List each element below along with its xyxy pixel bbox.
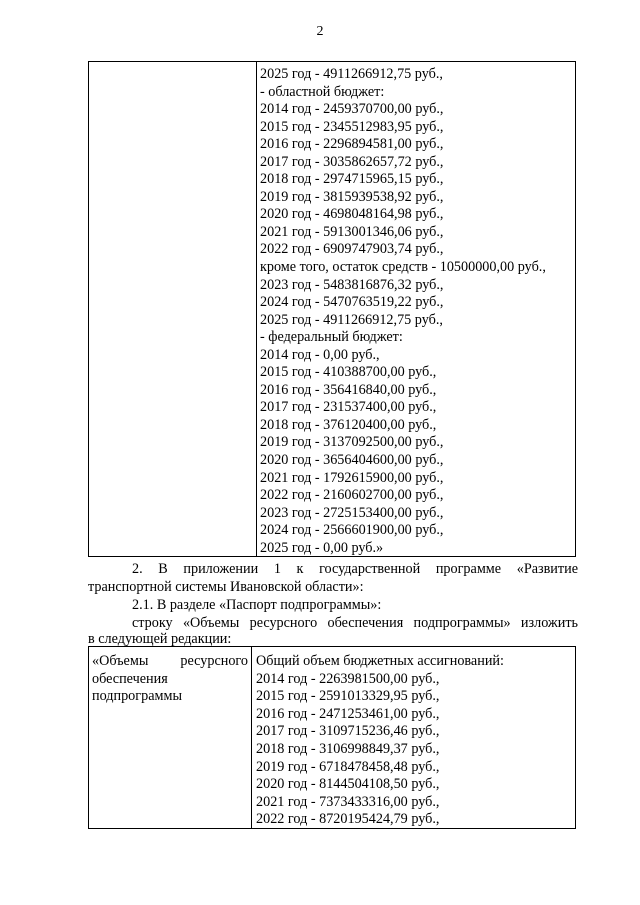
table-left-word: ресурсного [180,653,248,669]
paragraph-2-1: 2.1. В разделе «Паспорт подпрограммы»: [132,597,382,613]
table-line: 2017 год - 3035862657,72 руб., [260,153,444,170]
table-line: - областной бюджет: [260,83,385,100]
table-line: 2022 год - 8720195424,79 руб., [256,811,440,828]
table-line: - федеральный бюджет: [260,329,403,346]
table-line: 2025 год - 4911266912,75 руб., [260,66,443,82]
table-column-divider [251,647,252,828]
table-line: 2018 год - 376120400,00 руб., [260,416,437,433]
table-line: 2015 год - 2591013329,95 руб., [256,688,440,705]
table-line: 2019 год - 3815939538,92 руб., [260,188,444,205]
table-line: 2016 год - 2296894581,00 руб., [260,136,444,153]
table-right-column [256,653,504,829]
table-line: 2016 год - 356416840,00 руб., [260,381,437,398]
table-line: 2020 год - 3656404600,00 руб., [260,452,444,469]
table-line: 2015 год - 2345512983,95 руб., [260,118,444,135]
table-left-column [92,653,248,706]
table-line: кроме того, остаток средств - 10500000,00 руб., [260,259,546,276]
table-line: 2023 год - 5483816876,32 руб., [260,276,444,293]
table-line: 2016 год - 2471253461,00 руб., [256,705,440,722]
table-line: 2018 год - 3106998849,37 руб., [256,740,440,757]
paragraph-instruction-line-2: в следующей редакции: [88,631,232,647]
table-line: 2023 год - 2725153400,00 руб., [260,504,444,521]
table-left-word: «Объемы [92,653,149,669]
table-line: 2019 год - 6718478458,48 руб., [256,758,440,775]
table-line: 2025 год - 4911266912,75 руб., [260,311,443,328]
table-line: 2024 год - 5470763519,22 руб., [260,294,444,311]
paragraph-instruction-line-1: строку «Объемы ресурсного обеспечения подпрограммы» изложить [132,615,578,631]
table-line: 2014 год - 0,00 руб., [260,346,380,363]
table-line: 2015 год - 410388700,00 руб., [260,364,437,381]
table-line: 2014 год - 2263981500,00 руб., [256,670,440,687]
table-line: 2020 год - 4698048164,98 руб., [260,206,444,223]
funding-table-continued [88,61,576,557]
table-line: 2021 год - 7373433316,00 руб., [256,793,440,810]
table-line: Общий объем бюджетных ассигнований: [256,653,504,669]
table-line: 2017 год - 3109715236,46 руб., [256,723,440,740]
table-right-column [260,66,546,557]
table-line: 2019 год - 3137092500,00 руб., [260,434,444,451]
table-line: 2021 год - 5913001346,06 руб., [260,223,444,240]
table-left-line [92,653,248,671]
table-line: 2022 год - 6909747903,74 руб., [260,241,444,258]
paragraph-2-line-1: 2. В приложении 1 к государственной программе «Развитие [132,561,578,577]
table-line: 2021 год - 1792615900,00 руб., [260,469,444,486]
resource-table [88,646,576,829]
table-line: 2020 год - 8144504108,50 руб., [256,776,440,793]
table-line: 2025 год - 0,00 руб.» [260,539,384,556]
table-left-line: обеспечения [92,670,168,687]
table-line: 2017 год - 231537400,00 руб., [260,399,437,416]
table-line: 2018 год - 2974715965,15 руб., [260,171,444,188]
table-line: 2022 год - 2160602700,00 руб., [260,487,444,504]
table-line: 2014 год - 2459370700,00 руб., [260,101,444,118]
table-column-divider [256,62,257,556]
page-number: 2 [316,24,324,39]
table-left-line: подпрограммы [92,688,182,705]
paragraph-2-line-2: транспортной системы Ивановской области»: [88,579,364,595]
table-line: 2024 год - 2566601900,00 руб., [260,522,444,539]
